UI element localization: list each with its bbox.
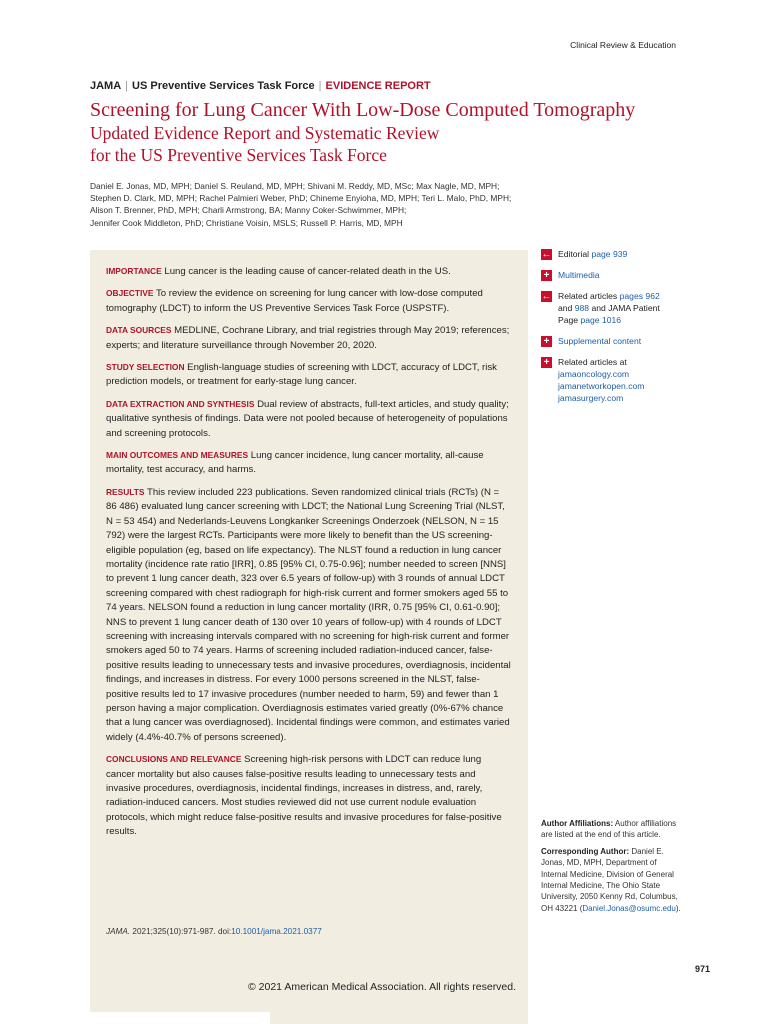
page-strip (90, 1012, 270, 1024)
sidebar-supplemental[interactable] (541, 335, 691, 347)
abstract-text: MEDLINE, Cochrane Library, and trial registries through May 2019; references; experts; and literature surveillance through November 20, 2020. (106, 325, 510, 351)
doi-link[interactable]: 10.1001/jama.2021.0377 (231, 927, 322, 936)
title-sub-2: for the US Preventive Services Task Force (90, 145, 387, 165)
header-separator: | (125, 80, 129, 92)
sidebar-multimedia[interactable] (541, 269, 691, 281)
abstract-heading: RESULTS (106, 486, 145, 497)
abstract-heading: STUDY SELECTION (106, 362, 185, 373)
editorial-page-link[interactable]: page 939 (591, 249, 628, 259)
abstract-heading: DATA SOURCES (106, 325, 172, 336)
sidebar-related-articles (541, 290, 691, 326)
abstract-results (106, 485, 512, 745)
patient-page-link[interactable]: page 1016 (580, 315, 622, 325)
abstract-text: Screening high-risk persons with LDCT can reduce lung cancer mortality but also causes false-positive results leading to unnecessary tests and invasive procedures, overdiagnosis, incidental findings, increases in distress, and, rarely, radiation-induced cancers. Most studies reviewed did not use current nodule evaluation protocols, which might reduce false-positive results and invasive procedures for false-positive results. (106, 754, 502, 838)
plus-icon: + (541, 336, 552, 347)
journal-name: JAMA (90, 80, 122, 92)
sidebar-related-sites (541, 356, 691, 404)
sidebar-label: Related articles at (558, 357, 627, 367)
article-citation (106, 925, 322, 939)
abstract-heading: MAIN OUTCOMES AND MEASURES (106, 450, 249, 461)
copyright-notice: © 2021 American Medical Association. All rights reserved. (248, 981, 517, 993)
abstract-text: Lung cancer is the leading cause of cancer-related death in the US. (164, 266, 451, 277)
abstract-heading: CONCLUSIONS AND RELEVANCE (106, 754, 242, 765)
corresponding-author (541, 846, 681, 914)
author-line: Daniel E. Jonas, MD, MPH; Daniel S. Reuland, MD, MPH; Shivani M. Reddy, MD, MSc; Max Nagle, MD, MPH; (90, 181, 500, 191)
sidebar-label: Related articles (558, 291, 618, 301)
author-affiliations (541, 818, 681, 919)
abstract-box (90, 250, 528, 1024)
series-name: US Preventive Services Task Force (132, 80, 315, 92)
abstract-heading: OBJECTIVE (106, 288, 154, 299)
related-line-2 (558, 302, 691, 314)
site-link-network-open[interactable]: jamanetworkopen.com (558, 381, 645, 391)
arrow-left-icon: ← (541, 291, 552, 302)
abstract-text: Dual review of abstracts, full-text articles, and study quality; qualitative synthesis of findings. Data were not pooled because of heterogeneity of populations and screening protocols. (106, 398, 509, 439)
related-pages-link[interactable]: pages 962 (619, 291, 660, 301)
title-main: Screening for Lung Cancer With Low-Dose Computed Tomography (90, 99, 636, 121)
author-line: Stephen D. Clark, MD, MPH; Rachel Palmieri Weber, PhD; Chineme Enyioha, MD, MPH; Teri L. Malo, PhD, MPH; (90, 193, 512, 204)
citation-journal: JAMA. (106, 927, 131, 936)
page-number: 971 (694, 964, 710, 974)
abstract-heading: DATA EXTRACTION AND SYNTHESIS (106, 398, 255, 409)
abstract-conclusions (106, 752, 512, 839)
abstract-text: English-language studies of screening with LDCT, accuracy of LDCT, risk prediction models, or treatment for early-stage lung cancer. (106, 362, 497, 388)
author-line: Alison T. Brenner, PhD, MPH; Charli Armstrong, BA; Manny Coker-Schwimmer, MPH; (90, 205, 407, 216)
abstract-outcomes (106, 448, 512, 478)
article-title (90, 98, 690, 166)
site-link-oncology[interactable]: jamaoncology.com (558, 369, 630, 379)
abstract-importance (106, 264, 512, 279)
section-label: Clinical Review & Education (570, 40, 676, 50)
affiliations-text: Author affiliations are listed at the end of this article. (541, 819, 677, 840)
multimedia-link[interactable]: Multimedia (558, 270, 600, 280)
journal-header (90, 80, 431, 92)
abstract-text: Lung cancer incidence, lung cancer mortality, all-cause mortality, test accuracy, and harms. (106, 450, 484, 476)
sidebar-label: Page (558, 315, 579, 325)
author-line: Jennifer Cook Middleton, PhD; Christiane Voisin, MSLS; Russell P. Harris, MD, MPH (90, 217, 403, 228)
abstract-extraction (106, 397, 512, 441)
report-type: EVIDENCE REPORT (325, 80, 431, 92)
email-link[interactable]: Daniel.Jonas@osumc.edu (582, 903, 676, 913)
site-link-surgery[interactable]: jamasurgery.com (558, 393, 624, 403)
affiliations-label: Author Affiliations: (541, 819, 614, 828)
related-page-988-link[interactable]: 988 (574, 303, 590, 313)
related-line-3 (558, 314, 691, 326)
author-list (90, 180, 520, 229)
abstract-text: This review included 223 publications. Seven randomized clinical trials (RCTs) (N = 86 486) evaluated lung cancer screening with LDCT; the National Lung Screening Trial (NLST, N = 53 454) and Nederlands-Leuvens Longkanker Screenings Onderzoek (NELSON, N = 15 792) were the largest RCTs. Participants were more likely to benefit than the US screening-eligible population (eg, based on life expectancy). The NLST found a reduction in lung cancer mortality (incidence rate ratio [IRR], 0.85 [95% CI, 0.75-0.96]; number needed to screen [NNS] to prevent 1 lung cancer death, 323 over 6.5 years of follow-up) with 3 rounds of annual LDCT screening compared with chest radiograph for high-risk current and former smokers aged 55 to 74 years. NELSON found a reduction in lung cancer mortality (IRR, 0.75 [95% CI, 0.61-0.90]; NNS to prevent 1 lung cancer death of 130 over 10 years of follow-up) with 4 rounds of LDCT screening with increasing intervals compared with no screening for high-risk current and former smokers aged 50 to 74 years. Harms of screening included radiation-induced cancer, false-positive results leading to unnecessary tests and invasive procedures, overdiagnosis, incidental findings, and increases in distress. For every 1000 persons screened in the NLST, false-positive results led to 17 invasive procedures (number needed to harm, 59) and fewer than 1 person having a major complication. Overdiagnosis estimates varied greatly (0%-67% chance that a lung cancer was overdiagnosed). Incidental findings were common, and estimates varied widely (4.4%-40.7% of persons screened). (106, 486, 511, 743)
citation-ref: 2021;325(10):971-987. doi: (132, 927, 232, 936)
abstract-heading: IMPORTANCE (106, 266, 162, 276)
abstract-text: To review the evidence on screening for lung cancer with low-dose computed tomography (LDCT) to inform the US Preventive Services Task Force (USPSTF). (106, 288, 483, 314)
corresponding-label: Corresponding Author: (541, 846, 630, 856)
plus-icon: + (541, 357, 552, 368)
sidebar (541, 248, 691, 413)
sidebar-editorial[interactable] (541, 248, 691, 260)
corresponding-text: Daniel E. Jonas, MD, MPH, Department of Internal Medicine, Division of General Internal Medicine, The Ohio State University, 2050 Kenny Rd, Columbus, OH 43221 ( (541, 846, 678, 913)
title-sub-1: Updated Evidence Report and Systematic Review (90, 123, 440, 143)
sidebar-label: and JAMA Patient (591, 303, 660, 313)
sidebar-label: Editorial (558, 249, 590, 259)
plus-icon: + (541, 270, 552, 281)
arrow-left-icon: ← (541, 249, 552, 260)
affiliations-note (541, 818, 681, 841)
sidebar-label: and (558, 303, 573, 313)
supplemental-link[interactable]: Supplemental content (558, 336, 642, 346)
abstract-study-selection (106, 360, 512, 390)
header-separator: | (318, 80, 322, 92)
abstract-data-sources (106, 323, 512, 353)
corresponding-end: ). (675, 903, 681, 913)
abstract-objective (106, 286, 512, 316)
